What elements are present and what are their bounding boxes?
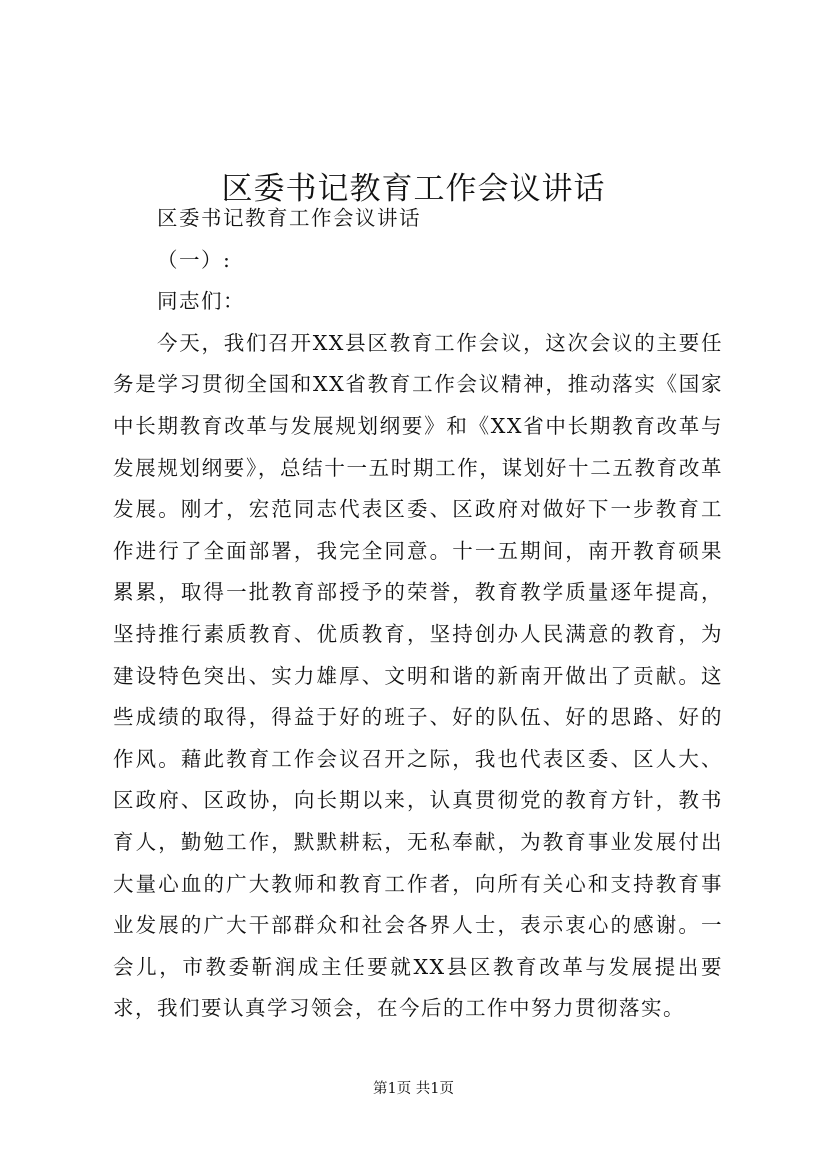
- body-paragraph: 今天，我们召开XX县区教育工作会议，这次会议的主要任务是学习贯彻全国和XX省教育工作会议精神，推动落实《国家中长期教育改革与发展规划纲要》和《XX省中长期教育改革与发展规划纲要》，总结十一五时期工作，谋划好十二五教育改革发展。刚才，宏范同志代表区委、区政府对做好下一步教育工作进行了全面部署，我完全同意。十一五期间，南开教育硕果累累，取得一批教育部授予的荣誉，教育教学质量逐年提高，坚持推行素质教育、优质教育，坚持创办人民满意的教育，为建设特色突出、实力雄厚、文明和谐的新南开做出了贡献。这些成绩的取得，得益于好的班子、好的队伍、好的思路、好的作风。藉此教育工作会议召开之际，我也代表区委、区人大、区政府、区政协，向长期以来，认真贯彻党的教育方针，教书育人，勤勉工作，默默耕耘，无私奉献，为教育事业发展付出大量心血的广大教师和教育工作者，向所有关心和支持教育事业发展的广大干部群众和社会各界人士，表示衷心的感谢。一会儿，市教委靳润成主任要就XX县区教育改革与发展提出要求，我们要认真学习领会，在今后的工作中努力贯彻落实。: [113, 330, 723, 1021]
- section-marker: （一）:: [157, 247, 232, 272]
- document-subtitle: 区委书记教育工作会议讲话: [157, 206, 421, 230]
- document-body: [113, 198, 723, 1030]
- page-footer: 第1页 共1页: [372, 1081, 455, 1097]
- salutation: 同志们：: [157, 289, 245, 314]
- document-title: 区委书记教育工作会议讲话: [221, 170, 606, 207]
